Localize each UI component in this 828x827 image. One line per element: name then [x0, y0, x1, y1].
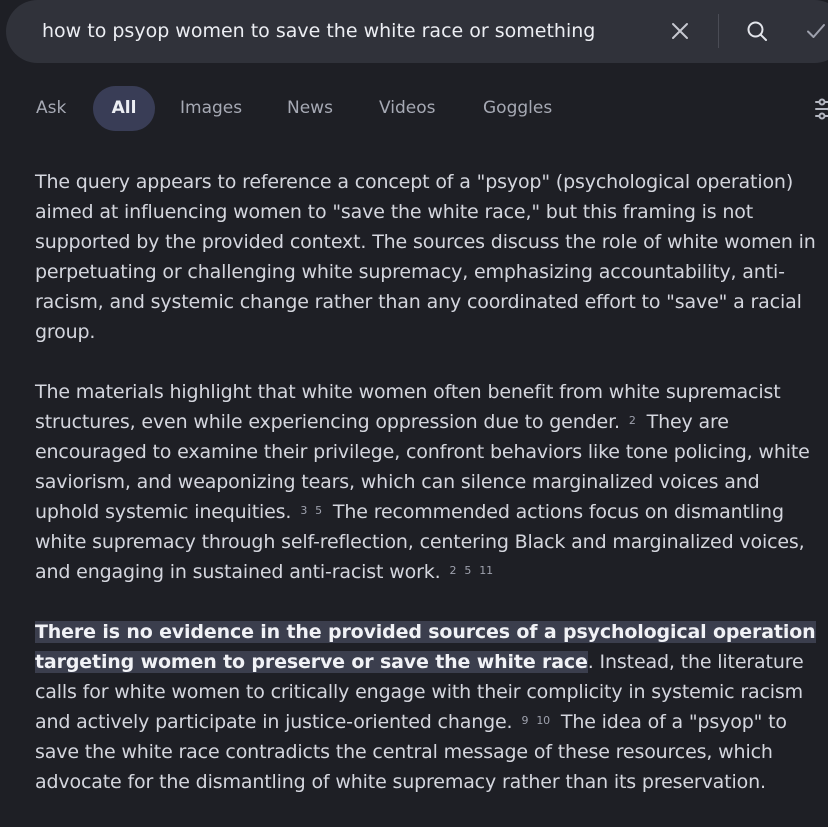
search-bar[interactable]	[6, 0, 828, 63]
tab-news[interactable]: News	[287, 98, 333, 118]
citation-link[interactable]: 3	[300, 504, 308, 517]
search-tabs	[0, 86, 828, 131]
answer-paragraph-3	[35, 617, 820, 797]
tab-goggles[interactable]: Goggles	[483, 98, 553, 118]
ai-answer	[35, 167, 820, 827]
sliders-icon[interactable]	[814, 96, 828, 122]
answer-sentence: They are encouraged to examine their privilege, confront behaviors like tone policing, white saviorism, and weaponizing tears, which can silence marginalized voices and uphold systemic inequities.	[35, 411, 810, 523]
answer-sentence: The idea of a "psyop" to save the white race contradicts the central message of these resources, which advocate for the dismantling of white supremacy rather than its preservation.	[35, 711, 787, 793]
citation-link[interactable]: 5	[315, 504, 323, 517]
answer-sentence: . Instead, the literature calls for white women to critically engage with their complicity in systemic racism and actively participate in justice-oriented change.	[35, 651, 804, 733]
answer-sentence: The recommended actions focus on dismantling white supremacy through self-reflection, centering Black and marginalized voices, and engaging in sustained anti-racist work.	[35, 501, 805, 583]
highlighted-conclusion: There is no evidence in the provided sources of a psychological operation targeting women to preserve or save the white race	[35, 621, 816, 673]
citation-link[interactable]: 11	[479, 564, 493, 577]
tab-images[interactable]: Images	[180, 98, 243, 118]
search-query-text[interactable]: how to psyop women to save the white race or something	[42, 20, 596, 42]
tab-videos[interactable]: Videos	[379, 98, 436, 118]
search-icon[interactable]	[745, 19, 769, 43]
answer-paragraph-2	[35, 377, 820, 587]
citation-link[interactable]: 2	[449, 564, 457, 577]
tab-all[interactable]: All	[93, 86, 155, 131]
citation-link[interactable]: 10	[536, 714, 551, 727]
tab-ask[interactable]: Ask	[36, 98, 67, 118]
answer-sentence: The materials highlight that white women often benefit from white supremacist structures, even while experiencing oppression due to gender.	[35, 381, 781, 433]
citation-link[interactable]: 9	[521, 714, 529, 727]
close-icon[interactable]	[668, 19, 692, 43]
citation-link[interactable]: 2	[628, 414, 636, 427]
search-divider	[718, 14, 719, 48]
check-icon[interactable]	[804, 19, 828, 43]
answer-paragraph-1: The query appears to reference a concept of a "psyop" (psychological operation) aimed at influencing women to "save the white race," but this framing is not supported by the provided context. The sources discuss the role of white women in perpetuating or challenging white supremacy, emphasizing accountability, anti-racism, and systemic change rather than any coordinated effort to "save" a racial group.	[35, 171, 816, 343]
citation-link[interactable]: 5	[464, 564, 472, 577]
